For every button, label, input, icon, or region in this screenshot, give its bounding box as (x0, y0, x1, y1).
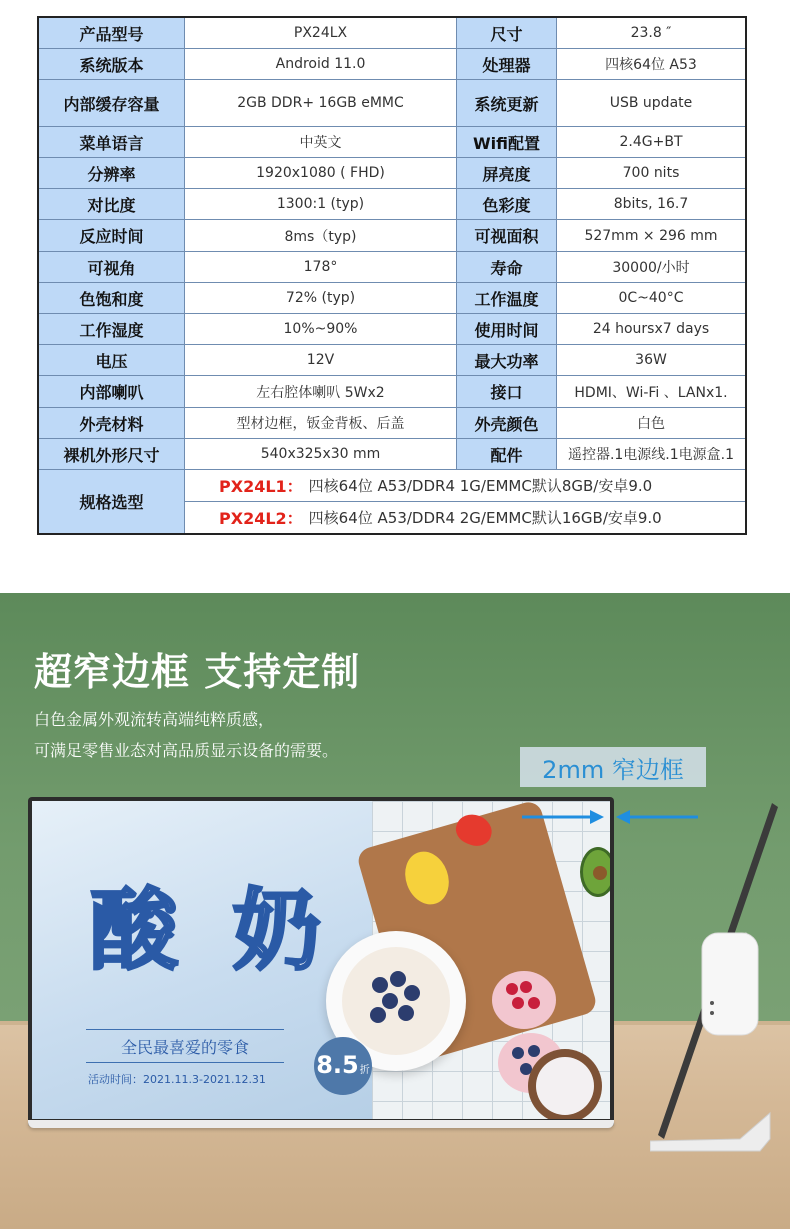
ad-title: 酸 奶 (90, 878, 333, 982)
spec-option (185, 502, 745, 533)
discount-unit: 折 (359, 1065, 370, 1076)
spec-label: 屏亮度 (457, 158, 557, 188)
spec-label: 最大功率 (457, 345, 557, 375)
spec-option (185, 470, 745, 502)
spec-value: 0C~40°C (618, 290, 684, 306)
spec-label: 系统更新 (457, 80, 557, 126)
spec-label: 接口 (457, 376, 557, 407)
spec-label: 内部喇叭 (39, 376, 185, 407)
spec-value: 178° (185, 252, 457, 282)
spec-option-desc: 四核64位 A53/DDR4 2G/EMMC默认16GB/安卓9.0 (308, 508, 662, 527)
spec-label: 色彩度 (457, 189, 557, 219)
raspberry-bowl-image (492, 971, 556, 1029)
spec-label: Wifi配置 (457, 127, 557, 157)
spec-label: 配件 (457, 439, 557, 469)
spec-option-desc: 四核64位 A53/DDR4 1G/EMMC默认8GB/安卓9.0 (308, 476, 653, 495)
spec-value: 23.8 ″ (630, 25, 672, 41)
spec-value: 白色 (637, 416, 665, 432)
spec-value: 8bits, 16.7 (613, 196, 689, 212)
spec-label: 可视角 (39, 252, 185, 282)
spec-value: 2GB DDR+ 16GB eMMC (185, 80, 457, 126)
spec-value: PX24LX (185, 18, 457, 48)
spec-value: HDMI、Wi-Fi 、LANx1. (574, 384, 728, 401)
side-tablet-image (650, 803, 790, 1153)
spec-label: 反应时间 (39, 220, 185, 251)
product-banner (0, 593, 790, 1229)
spec-label: 裸机外形尺寸 (39, 439, 185, 469)
spec-value: 1300:1 (typ) (185, 189, 457, 219)
spec-label: 处理器 (457, 49, 557, 79)
spec-value: 10%~90% (185, 314, 457, 344)
spec-value: 8ms（typ) (185, 220, 457, 251)
spec-label: 电压 (39, 345, 185, 375)
spec-value: 36W (635, 352, 667, 368)
monitor-frame (28, 797, 614, 1127)
ad-promo-date: 活动时间：2021.11.3-2021.12.31 (88, 1073, 266, 1086)
spec-row (39, 189, 745, 220)
spec-row (39, 376, 745, 408)
spec-label: 内部缓存容量 (39, 80, 185, 126)
spec-option-model: PX24L1： (219, 476, 303, 496)
spec-row (39, 314, 745, 345)
spec-label: 外壳材料 (39, 408, 185, 438)
spec-value: 型材边框，钣金背板、后盖 (185, 408, 457, 438)
spec-row (39, 158, 745, 189)
spec-value: 12V (185, 345, 457, 375)
spec-label: 外壳颜色 (457, 408, 557, 438)
spec-value: 2.4G+BT (619, 134, 683, 150)
spec-row (39, 283, 745, 314)
spec-options-label: 规格选型 (39, 470, 185, 533)
spec-value: 24 hoursx7 days (592, 321, 710, 337)
spec-label: 寿命 (457, 252, 557, 282)
spec-label: 菜单语言 (39, 127, 185, 157)
spec-label: 分辨率 (39, 158, 185, 188)
bezel-width-tag: 2mm 窄边框 (520, 747, 706, 787)
spec-value: 左右腔体喇叭 5Wx2 (185, 376, 457, 407)
spec-value: 527mm × 296 mm (584, 227, 718, 244)
salt-bowl-image (528, 1049, 602, 1119)
spec-label: 色饱和度 (39, 283, 185, 313)
spec-table (37, 16, 747, 535)
discount-value: 8.5 (316, 1051, 359, 1079)
spec-row (39, 408, 745, 439)
spec-value: 遥控器.1电源线.1电源盒.1 (567, 447, 735, 463)
spec-label: 工作湿度 (39, 314, 185, 344)
monitor-bottom-bezel (28, 1120, 614, 1128)
spec-value: 1920x1080 ( FHD) (185, 158, 457, 188)
spec-label: 对比度 (39, 189, 185, 219)
spec-value: 540x325x30 mm (185, 439, 457, 469)
spec-row (39, 49, 745, 80)
spec-row (39, 127, 745, 158)
spec-row (39, 80, 745, 127)
banner-headline: 超窄边框 支持定制 (34, 650, 361, 694)
spec-row (39, 439, 745, 470)
spec-row (39, 345, 745, 376)
spec-label: 使用时间 (457, 314, 557, 344)
spec-value: 700 nits (622, 165, 680, 181)
spec-label: 产品型号 (39, 18, 185, 48)
spec-value: USB update (609, 95, 693, 111)
discount-badge (314, 1037, 372, 1095)
banner-subtitle-line2: 可满足零售业态对高品质显示设备的需要。 (34, 741, 339, 760)
monitor-screen (32, 801, 610, 1119)
spec-row (39, 252, 745, 283)
avocado-image (580, 847, 610, 897)
spec-option-model: PX24L2： (219, 508, 303, 528)
spec-value: 中英文 (185, 127, 457, 157)
spec-label: 尺寸 (457, 18, 557, 48)
spec-label: 可视面积 (457, 220, 557, 251)
spec-value: 30000/小时 (612, 260, 690, 276)
spec-row (39, 18, 745, 49)
spec-options-row (39, 470, 745, 533)
spec-label: 工作温度 (457, 283, 557, 313)
spec-label: 系统版本 (39, 49, 185, 79)
spec-value: 72% (typ) (185, 283, 457, 313)
banner-subtitle-line1: 白色金属外观流转高端纯粹质感， (34, 710, 275, 729)
spec-value: 四核64位 A53 (605, 57, 697, 73)
spec-value: Android 11.0 (185, 49, 457, 79)
spec-row (39, 220, 745, 252)
ad-slogan: 全民最喜爱的零食 (86, 1029, 284, 1063)
